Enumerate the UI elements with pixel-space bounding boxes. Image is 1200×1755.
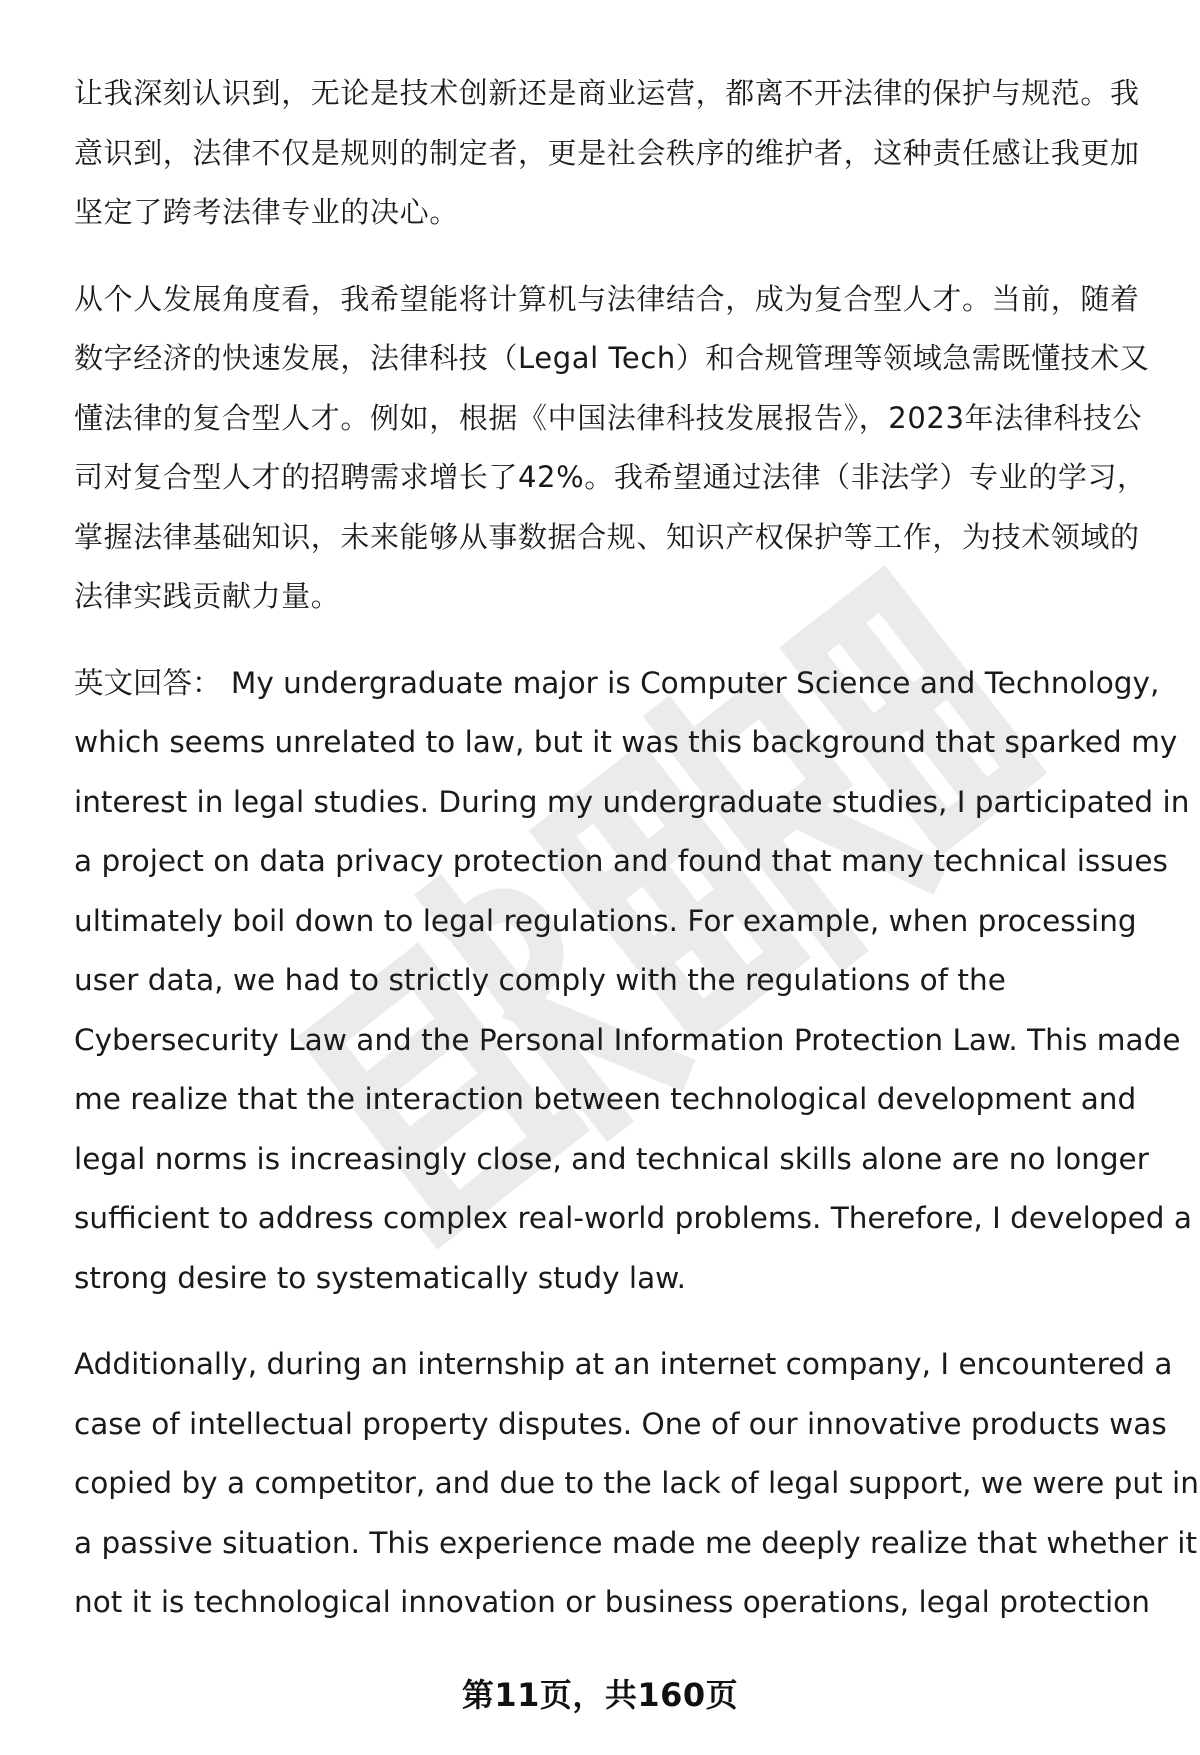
text-line: a passive situation. This experience made me deeply realize that whether it	[74, 1525, 1198, 1560]
text-line: sufficient to address complex real-world problems. Therefore, I developed a	[74, 1201, 1192, 1235]
text-line: 从个人发展角度看，我希望能将计算机与法律结合，成为复合型人才。当前，随着	[74, 281, 1140, 316]
text-line: 让我深刻认识到，无论是技术创新还是商业运营，都离不开法律的保护与规范。我	[74, 76, 1140, 110]
text-line: 数字经济的快速发展，法律科技（Legal Tech）和合规管理等领域急需既懂技术又	[74, 341, 1150, 375]
text-line: strong desire to systematically study law.	[74, 1260, 686, 1295]
text-line: legal norms is increasingly close, and technical skills alone are no longer	[74, 1141, 1149, 1176]
text-line: a project on data privacy protection and found that many technical issues	[74, 844, 1168, 878]
paragraph	[74, 654, 1192, 1309]
text-line: 懂法律的复合型人才。例如，根据《中国法律科技发展报告》，2023年法律科技公	[74, 400, 1143, 435]
document-body	[74, 64, 1199, 1660]
text-line: user data, we had to strictly comply with the regulations of the	[74, 963, 1006, 997]
text-line: not it is technological innovation or business operations, legal protection	[74, 1585, 1150, 1619]
text-line: copied by a competitor, and due to the lack of legal support, we were put in	[74, 1466, 1199, 1500]
text-line: 掌握法律基础知识，未来能够从事数据合规、知识产权保护等工作，为技术领域的	[74, 519, 1140, 554]
text-line: interest in legal studies. During my undergraduate studies, I participated in	[74, 784, 1190, 819]
text-line: 意识到，法律不仅是规则的制定者，更是社会秩序的维护者，这种责任感让我更加	[74, 135, 1140, 170]
text-line: 英文回答： My undergraduate major is Computer Science and Technology,	[74, 665, 1160, 700]
text-line: ultimately boil down to legal regulations. For example, when processing	[74, 903, 1137, 938]
paragraph	[74, 64, 1166, 243]
text-line: case of intellectual property disputes. One of our innovative products was	[74, 1406, 1167, 1441]
text-line: 法律实践贡献力量。	[74, 579, 341, 613]
text-line: which seems unrelated to law, but it was this background that sparked my	[74, 725, 1178, 759]
text-line: 坚定了跨考法律专业的决心。	[74, 195, 459, 229]
text-line: 司对复合型人才的招聘需求增长了42%。我希望通过法律（非法学）专业的学习，	[74, 460, 1147, 494]
paragraph	[74, 270, 1166, 627]
text-line: Cybersecurity Law and the Personal Information Protection Law. This made	[74, 1022, 1181, 1057]
text-line: Additionally, during an internship at an internet company, I encountered a	[74, 1347, 1173, 1381]
paragraph	[74, 1335, 1199, 1633]
page-number: 第11页，共160页	[461, 1676, 739, 1714]
text-line: me realize that the interaction between technological development and	[74, 1082, 1137, 1116]
